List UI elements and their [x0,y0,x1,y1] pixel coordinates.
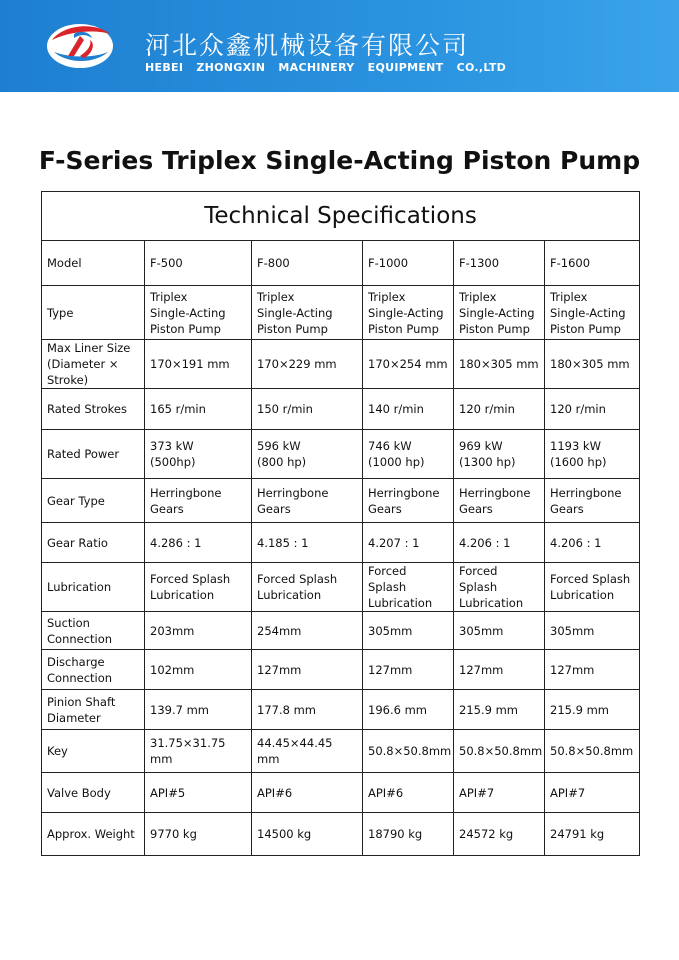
table-cell: 140 r/min [363,389,454,430]
table-cell: 215.9 mm [454,690,545,730]
table-cell: 127mm [454,650,545,690]
table-cell: 305mm [454,612,545,650]
table-cell: Forced Splash Lubrication [252,563,363,612]
table-cell: 254mm [252,612,363,650]
table-cell: F-800 [252,241,363,286]
row-label: Valve Body [42,773,145,813]
table-cell: 139.7 mm [145,690,252,730]
table-cell: 177.8 mm [252,690,363,730]
table-row-gear-ratio [42,523,640,563]
table-cell: 203mm [145,612,252,650]
table-cell: 215.9 mm [545,690,640,730]
row-label: Max Liner Size (Diameter × Stroke) [42,340,145,389]
table-row-max-liner-size [42,340,640,389]
table-cell: Herringbone Gears [545,479,640,523]
table-cell: API#6 [363,773,454,813]
table-cell: 120 r/min [454,389,545,430]
row-label: Rated Power [42,430,145,479]
row-label: Model [42,241,145,286]
table-cell: 31.75×31.75 mm [145,730,252,773]
table-row-rated-strokes [42,389,640,430]
table-cell: 150 r/min [252,389,363,430]
table-cell: 14500 kg [252,813,363,856]
table-cell: F-500 [145,241,252,286]
row-label: Lubrication [42,563,145,612]
table-cell: Herringbone Gears [363,479,454,523]
table-cell: 127mm [545,650,640,690]
table-cell: 18790 kg [363,813,454,856]
specifications-table [41,191,640,856]
row-label: Gear Ratio [42,523,145,563]
table-cell: Triplex Single-Acting Piston Pump [252,286,363,340]
table-row-valve-body [42,773,640,813]
table-row-lubrication [42,563,640,612]
row-label: Key [42,730,145,773]
table-cell: 170×254 mm [363,340,454,389]
document-title: F-Series Triplex Single-Acting Piston Pump [38,146,641,175]
company-name-chinese: 河北众鑫机械设备有限公司 [145,31,470,60]
table-cell: 1193 kW (1600 hp) [545,430,640,479]
table-cell: API#7 [545,773,640,813]
table-cell: API#6 [252,773,363,813]
table-cell: Forced Splash Lubrication [545,563,640,612]
table-row-approx-weight [42,813,640,856]
table-cell: 373 kW (500hp) [145,430,252,479]
table-cell: Herringbone Gears [252,479,363,523]
table-cell: 165 r/min [145,389,252,430]
table-cell: 24791 kg [545,813,640,856]
table-cell: 180×305 mm [454,340,545,389]
table-cell: F-1000 [363,241,454,286]
table-row-pinion-shaft-diameter [42,690,640,730]
company-name-english: HEBEI ZHONGXIN MACHINERY EQUIPMENT CO.,LTD [145,61,507,74]
table-cell: Triplex Single-Acting Piston Pump [363,286,454,340]
table-heading: Technical Specifications [42,192,640,241]
row-label: Suction Connection [42,612,145,650]
table-cell: 44.45×44.45 mm [252,730,363,773]
table-cell: API#7 [454,773,545,813]
table-cell: 170×229 mm [252,340,363,389]
table-cell: 4.206 : 1 [545,523,640,563]
table-cell: 50.8×50.8mm [545,730,640,773]
row-label: Pinion Shaft Diameter [42,690,145,730]
table-cell: 4.185 : 1 [252,523,363,563]
table-cell: 969 kW (1300 hp) [454,430,545,479]
table-row-rated-power [42,430,640,479]
table-cell: 196.6 mm [363,690,454,730]
table-row-gear-type [42,479,640,523]
table-heading-row [42,192,640,241]
table-cell: 4.206 : 1 [454,523,545,563]
row-label: Gear Type [42,479,145,523]
row-label: Approx. Weight [42,813,145,856]
company-header [0,0,679,92]
table-cell: 9770 kg [145,813,252,856]
table-cell: Forced Splash Lubrication [145,563,252,612]
table-row-key [42,730,640,773]
table-row-suction-connection [42,612,640,650]
table-cell: Herringbone Gears [454,479,545,523]
table-cell: Triplex Single-Acting Piston Pump [454,286,545,340]
table-cell: API#5 [145,773,252,813]
row-label: Rated Strokes [42,389,145,430]
table-cell: 305mm [545,612,640,650]
row-label: Type [42,286,145,340]
table-row-model [42,241,640,286]
row-label: Discharge Connection [42,650,145,690]
table-cell: Forced Splash Lubrication [363,563,454,612]
table-cell: 50.8×50.8mm [363,730,454,773]
table-cell: 4.207 : 1 [363,523,454,563]
table-cell: 102mm [145,650,252,690]
table-cell: F-1300 [454,241,545,286]
table-cell: Herringbone Gears [145,479,252,523]
table-cell: 24572 kg [454,813,545,856]
table-cell: 170×191 mm [145,340,252,389]
table-cell: 127mm [363,650,454,690]
table-cell: 120 r/min [545,389,640,430]
table-cell: Triplex Single-Acting Piston Pump [145,286,252,340]
table-cell: 746 kW (1000 hp) [363,430,454,479]
table-cell: 180×305 mm [545,340,640,389]
table-cell: Forced Splash Lubrication [454,563,545,612]
table-cell: 305mm [363,612,454,650]
table-cell: 127mm [252,650,363,690]
table-cell: Triplex Single-Acting Piston Pump [545,286,640,340]
table-cell: F-1600 [545,241,640,286]
table-cell: 596 kW (800 hp) [252,430,363,479]
table-cell: 4.286 : 1 [145,523,252,563]
company-logo-icon [44,16,116,72]
table-cell: 50.8×50.8mm [454,730,545,773]
table-row-type [42,286,640,340]
table-row-discharge-connection [42,650,640,690]
